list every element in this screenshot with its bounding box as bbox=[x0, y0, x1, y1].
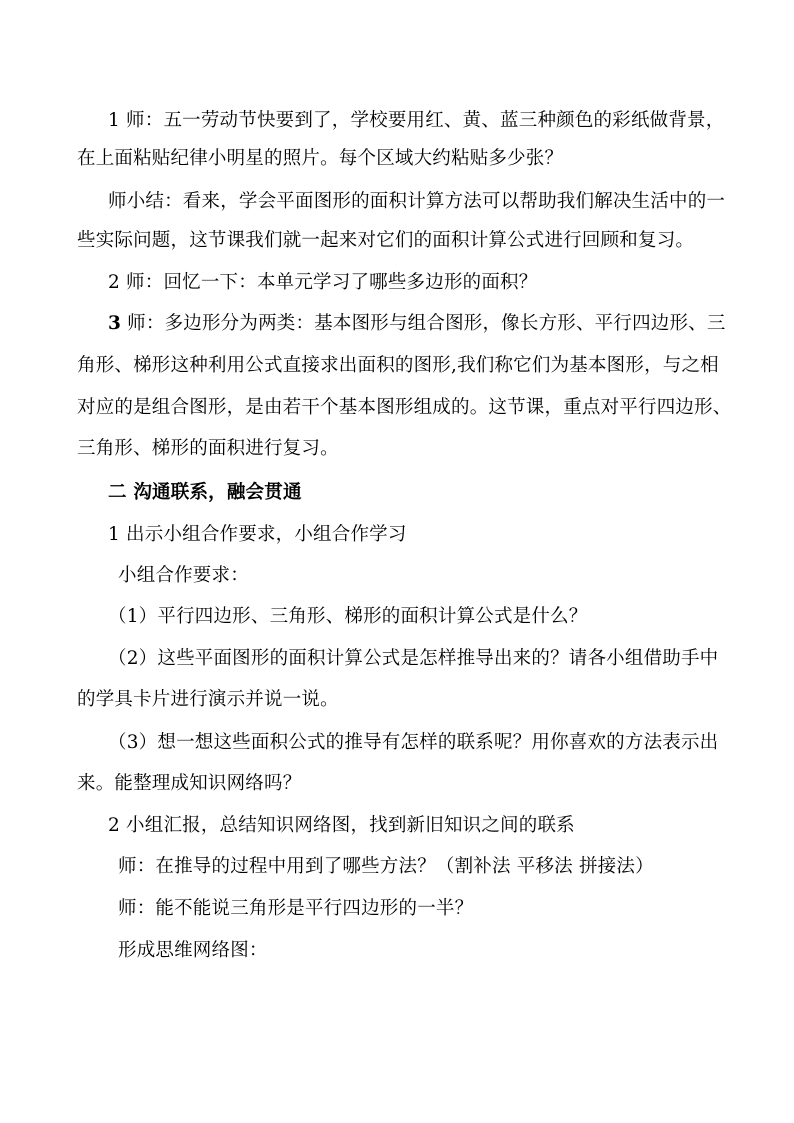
paragraph-line: 师小结：看来，学会平面图形的面积计算方法可以帮助我们解决生活中的一 bbox=[108, 191, 726, 212]
paragraph-line: 师：在推导的过程中用到了哪些方法？（割补法 平移法 拼接法） bbox=[118, 856, 654, 877]
paragraph-line: 2 师：回忆一下：本单元学习了哪些多边形的面积？ bbox=[108, 272, 538, 293]
item-number: 3 bbox=[108, 313, 122, 334]
paragraph-line: （3）想一想这些面积公式的推导有怎样的联系呢？用你喜欢的方法表示出 bbox=[108, 732, 719, 753]
paragraph-text: 师：多边形分为两类：基本图形与组合图形，像长方形、平行四边形、三 bbox=[127, 313, 726, 334]
paragraph-line: 角形、梯形这种利用公式直接求出面积的图形,我们称它们为基本图形，与之相 bbox=[77, 355, 719, 376]
paragraph-line: 1 出示小组合作要求，小组合作学习 bbox=[108, 524, 407, 545]
paragraph-line: 2 小组汇报，总结知识网络图，找到新旧知识之间的联系 bbox=[108, 815, 575, 836]
paragraph-line: 来。能整理成知识网络吗？ bbox=[77, 773, 302, 794]
section-heading: 二 沟通联系，融会贯通 bbox=[108, 482, 302, 503]
paragraph-line: 三角形、梯形的面积进行复习。 bbox=[77, 438, 339, 459]
paragraph-line: 形成思维网络图： bbox=[118, 940, 268, 961]
paragraph-line: （1）平行四边形、三角形、梯形的面积计算公式是什么？ bbox=[108, 606, 588, 627]
paragraph-line: 小组合作要求： bbox=[118, 565, 249, 586]
paragraph-line bbox=[108, 308, 758, 339]
paragraph-line: 1 师：五一劳动节快要到了，学校要用红、黄、蓝三种颜色的彩纸做背景， bbox=[108, 110, 725, 131]
paragraph-line: 在上面粘贴纪律小明星的照片。每个区域大约粘贴多少张？ bbox=[77, 148, 564, 169]
paragraph-line: 师：能不能说三角形是平行四边形的一半？ bbox=[118, 898, 474, 919]
paragraph-line: 的学具卡片进行演示并说一说。 bbox=[77, 689, 339, 710]
paragraph-line: 对应的是组合图形，是由若干个基本图形组成的。这节课，重点对平行四边形、 bbox=[77, 397, 732, 418]
paragraph-line: （2）这些平面图形的面积计算公式是怎样推导出来的？请各小组借助手中 bbox=[108, 648, 719, 669]
paragraph-line: 些实际问题，这节课我们就一起来对它们的面积计算公式进行回顾和复习。 bbox=[77, 230, 695, 251]
